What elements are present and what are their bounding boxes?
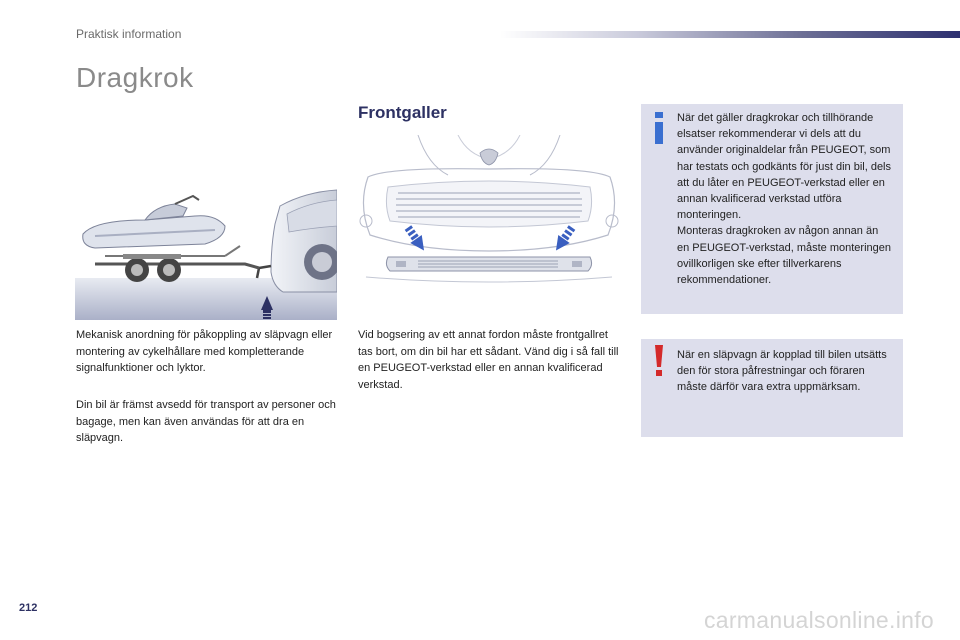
watermark: carmanualsonline.info: [703, 607, 934, 633]
frontgaller-paragraph: Vid bogsering av ett annat fordon måste frontgallret tas bort, om din bil har ett sådant. Vänd dig i så fall till en PEUGEOT-verkstad eller en annan kvalificerad verkstad.: [358, 329, 619, 391]
trailer-with-jetski-illustration: [75, 186, 337, 320]
info-note-paragraph-2: Monteras dragkroken av någon annan än en PEUGEOT-verkstad, måste monteringen ovillkorligen ske efter tillverkarens rekommendationer.: [677, 225, 891, 287]
info-note-text: [677, 110, 891, 288]
section-title-frontgaller: Frontgaller: [358, 103, 447, 122]
page-number: 212: [19, 602, 38, 614]
front-grille-illustration: [358, 135, 620, 297]
header-gradient-bar: [500, 31, 960, 38]
front-grille-icon: [358, 135, 620, 297]
info-icon: [653, 112, 665, 144]
trailer-with-jetski-icon: [75, 186, 337, 320]
exclamation-icon: [653, 345, 665, 377]
usage-paragraph: Din bil är främst avsedd för transport av personer och bagage, men kan även användas för att dra en släpvagn.: [76, 399, 336, 444]
page-title: Dragkrok: [76, 62, 194, 93]
warning-note: [641, 339, 903, 437]
warning-note-text: När en släpvagn är kopplad till bilen utsätts den för stora påfrestningar och föraren måste därför vara extra uppmärksam.: [677, 349, 887, 394]
section-header: Praktisk information: [76, 27, 182, 41]
intro-paragraph: Mekanisk anordning för påkoppling av släpvagn eller montering av cykelhållare med kompletterande signalfunktioner och lyktor.: [76, 329, 333, 374]
info-note-paragraph: När det gäller dragkrokar och tillhörande elsatser rekommenderar vi dels att du använder originaldelar från PEUGEOT, som har testats och godkänts för just din bil, dels att du låter en PEUGEOT-verkstad eller en annan kvalificerad verkstad utföra monteringen.: [677, 112, 892, 222]
info-note: [641, 104, 903, 314]
